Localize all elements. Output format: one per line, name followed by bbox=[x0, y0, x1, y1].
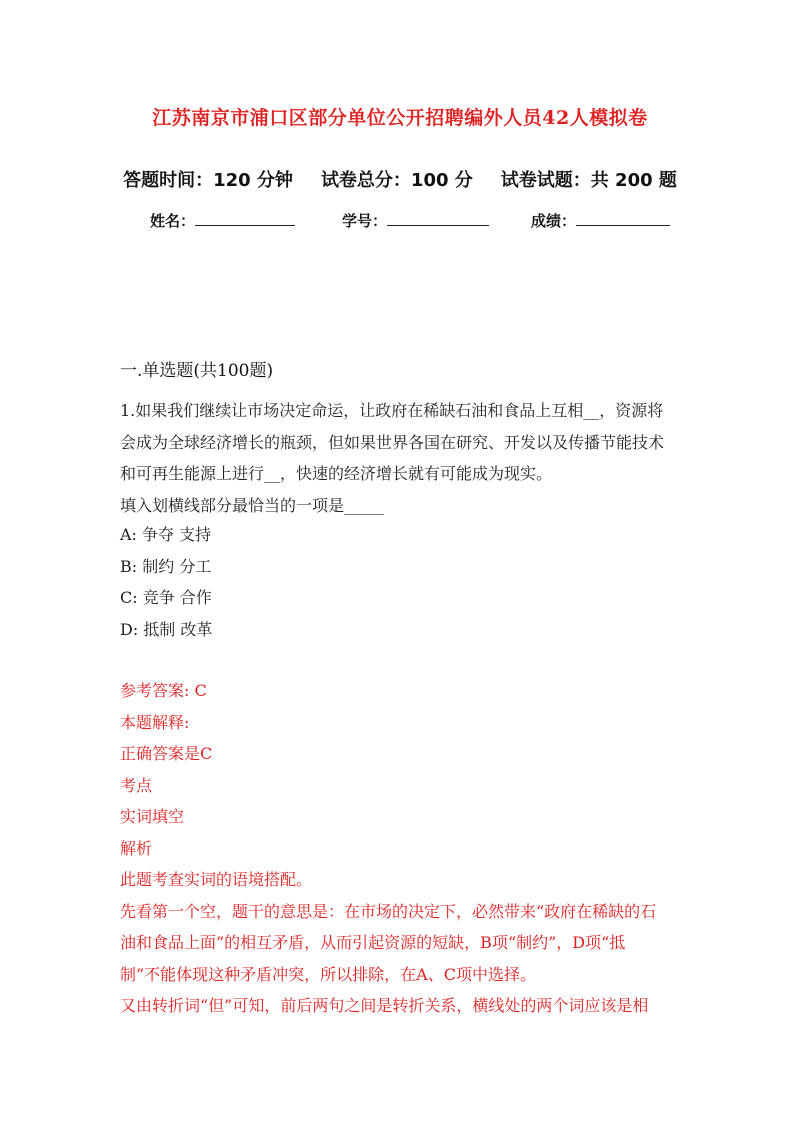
name-blank bbox=[195, 211, 295, 226]
question-line: 1.如果我们继续让市场决定命运，让政府在稀缺石油和食品上互相__，资源将 bbox=[120, 401, 664, 420]
name-label: 姓名： bbox=[150, 212, 196, 230]
reference-answer: 参考答案: C bbox=[120, 681, 207, 700]
analysis-line: 此题考查实词的语境搭配。 bbox=[120, 870, 313, 889]
analysis-heading: 解析 bbox=[120, 838, 153, 858]
section-heading: 一.单选题(共100题) bbox=[120, 361, 274, 381]
answer-explanation bbox=[120, 675, 680, 1022]
answer-options bbox=[120, 519, 680, 645]
topic-heading: 考点 bbox=[120, 775, 153, 795]
exam-question-count: 试卷试题：共 200 题 bbox=[500, 170, 677, 191]
analysis-line: 先看第一个空，题干的意思是：在市场的决定下，必然带来“政府在稀缺的石 bbox=[120, 901, 657, 921]
question-prompt: 填入划横线部分最恰当的一项是_____ bbox=[120, 495, 385, 515]
score-label: 成绩： bbox=[531, 212, 577, 230]
correct-answer: 正确答案是C bbox=[120, 744, 213, 763]
score-field bbox=[531, 210, 670, 231]
analysis-line: 制”不能体现这种矛盾冲突，所以排除，在A、C项中选择。 bbox=[120, 964, 536, 984]
id-blank bbox=[387, 211, 489, 226]
id-label: 学号： bbox=[342, 212, 388, 230]
explanation-heading: 本题解释: bbox=[120, 712, 190, 732]
option-b: B: 制约 分工 bbox=[120, 556, 212, 576]
option-d: D: 抵制 改革 bbox=[120, 619, 213, 639]
question-stem bbox=[120, 395, 680, 521]
exam-total-score: 试卷总分：100 分 bbox=[320, 170, 473, 191]
topic-value: 实词填空 bbox=[120, 807, 185, 826]
score-blank bbox=[576, 211, 670, 226]
name-field bbox=[150, 210, 295, 231]
page-title: 江苏南京市浦口区部分单位公开招聘编外人员42人模拟卷 bbox=[152, 107, 648, 129]
option-a: A: 争夺 支持 bbox=[120, 525, 212, 544]
exam-time: 答题时间：120 分钟 bbox=[123, 170, 293, 191]
id-field bbox=[342, 210, 489, 231]
analysis-line: 又由转折词“但”可知，前后两句之间是转折关系，横线处的两个词应该是相 bbox=[120, 996, 649, 1015]
option-c: C: 竞争 合作 bbox=[120, 588, 212, 607]
analysis-line: 油和食品上面”的相互矛盾，从而引起资源的短缺，B项“制约”，D项“抵 bbox=[120, 933, 626, 952]
exam-info-row bbox=[0, 166, 800, 192]
question-line: 会成为全球经济增长的瓶颈，但如果世界各国在研究、开发以及传播节能技术 bbox=[120, 432, 665, 452]
question-line: 和可再生能源上进行__，快速的经济增长就有可能成为现实。 bbox=[120, 464, 553, 483]
